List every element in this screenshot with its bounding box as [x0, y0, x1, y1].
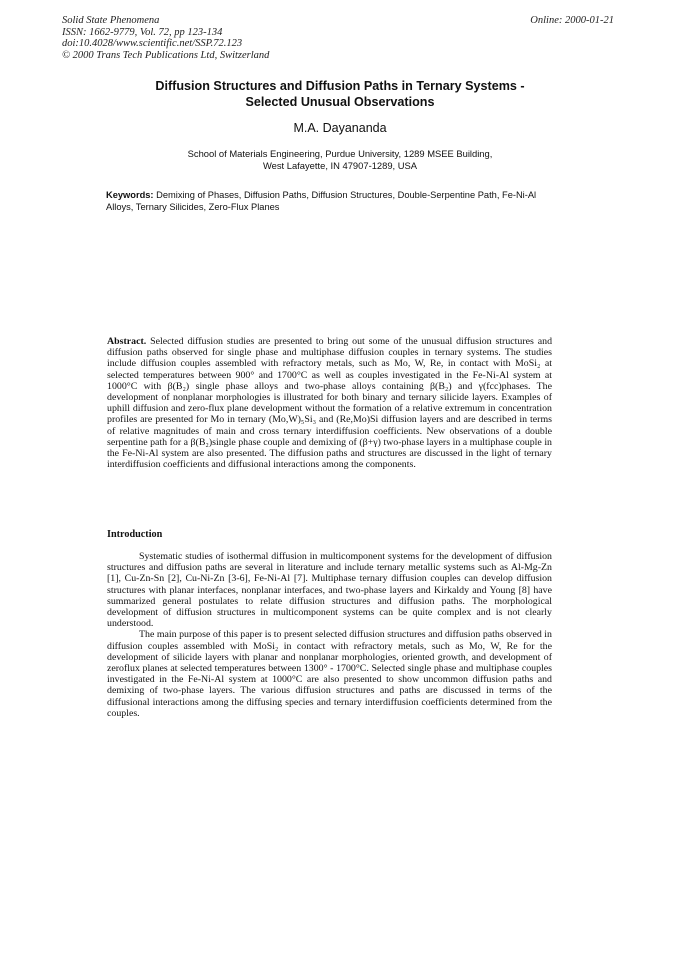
doi-line: doi:10.4028/www.scientific.net/SSP.72.123: [62, 38, 243, 49]
issn-line: ISSN: 1662-9779, Vol. 72, pp 123-134: [62, 26, 223, 38]
title-line-2: Selected Unusual Observations: [245, 95, 435, 109]
keywords-text: Demixing of Phases, Diffusion Paths, Diffusion Structures, Double-Serpentine Path, Fe-Ni-Al Alloys, Ternary Silicides, Zero-Flux Planes: [106, 190, 537, 212]
introduction-heading: Introduction: [107, 529, 163, 540]
journal-name: Solid State Phenomena: [62, 15, 160, 26]
online-date: Online: 2000-01-21: [530, 15, 614, 26]
keywords-label: Keywords:: [106, 190, 154, 200]
journal-metadata: [62, 15, 269, 61]
title-line-1: Diffusion Structures and Diffusion Paths in Ternary Systems -: [155, 79, 525, 93]
abstract-text: Selected diffusion studies are presented to bring out some of the unusual diffusion structures and diffusion paths observed for single phase and multiphase diffusion couples in ternary systems. The studies include diffusion couples assembled with refractory metals, such as Mo, W, Re, in contact with MoSi₂ at selected temperatures between 900° and 1700°C as well as couples investigated in the Fe-Ni-Al system at 1000°C with β(B₂) single phase alloys and two-phase alloys containing β(B₂) and γ(fcc)phases. The development of nonplanar morphologies is illustrated for both binary and ternary silicide layers. Examples of uphill diffusion and zero-flux plane development without the formation of a relative extremum in concentration profiles are presented for Mo in ternary (Mo,W)₅Si₃ and (Re,Mo)Si diffusion layers and are described in terms of relative magnitudes of main and cross ternary interdiffusion coefficients. New observations of a double serpentine path for a β(B₂)single phase couple and demixing of (β+γ) two-phase layers in a multiphase couple in the Fe-Ni-Al system are also presented. The diffusion paths and structures are discussed in the light of ternary interdiffusion coefficients and diffusional interactions among the components.: [107, 336, 553, 471]
copyright-line: © 2000 Trans Tech Publications Ltd, Switzerland: [62, 49, 270, 61]
intro-paragraph-1: Systematic studies of isothermal diffusion in multicomponent systems for the development of diffusion structures and diffusion paths are several in literature and include ternary metallic systems such as Al-Mg-Zn [1], Cu-Zn-Sn [2], Cu-Ni-Zn [3-6], Fe-Ni-Al [7]. Multiphase ternary diffusion couples can develop diffusion structures with planar interfaces, nonplanar interfaces, and two-phase layers and Kirkaldy and Young [8] have summarized general postulates to relate diffusion structures and diffusion paths. The morphological development of diffusion structures in multicomponent systems can be quite complex and is not clearly understood.: [107, 551, 552, 630]
introduction-body: [107, 551, 552, 719]
affiliation: [100, 148, 580, 171]
affiliation-line-1: School of Materials Engineering, Purdue University, 1289 MSEE Building,: [187, 148, 493, 159]
abstract-label: Abstract.: [107, 336, 147, 347]
affiliation-line-2: West Lafayette, IN 47907-1289, USA: [262, 159, 418, 171]
keywords: [106, 189, 558, 213]
abstract: [107, 336, 552, 470]
author-name: M.A. Dayananda: [293, 121, 387, 135]
intro-paragraph-2: The main purpose of this paper is to present selected diffusion structures and diffusion paths observed in diffusion couples assembled with MoSi₂ in contact with refractory metals, such as Mo, W, Re for the development of silicide layers with planar and nonplanar morphologies, oriented growth, and development of zeroflux planes at selected temperatures between 1300° - 1700°C. Selected single phase and multiphase couples investigated in the Fe-Ni-Al system at 1000°C are also presented to show uncommon diffusion paths and demixing of two-phase layers. The various diffusion structures and paths are discussed in terms of the diffusional interactions among the diffusing species and ternary interdiffusion coefficients determined from the couples.: [107, 629, 552, 719]
paper-title: [100, 78, 580, 110]
